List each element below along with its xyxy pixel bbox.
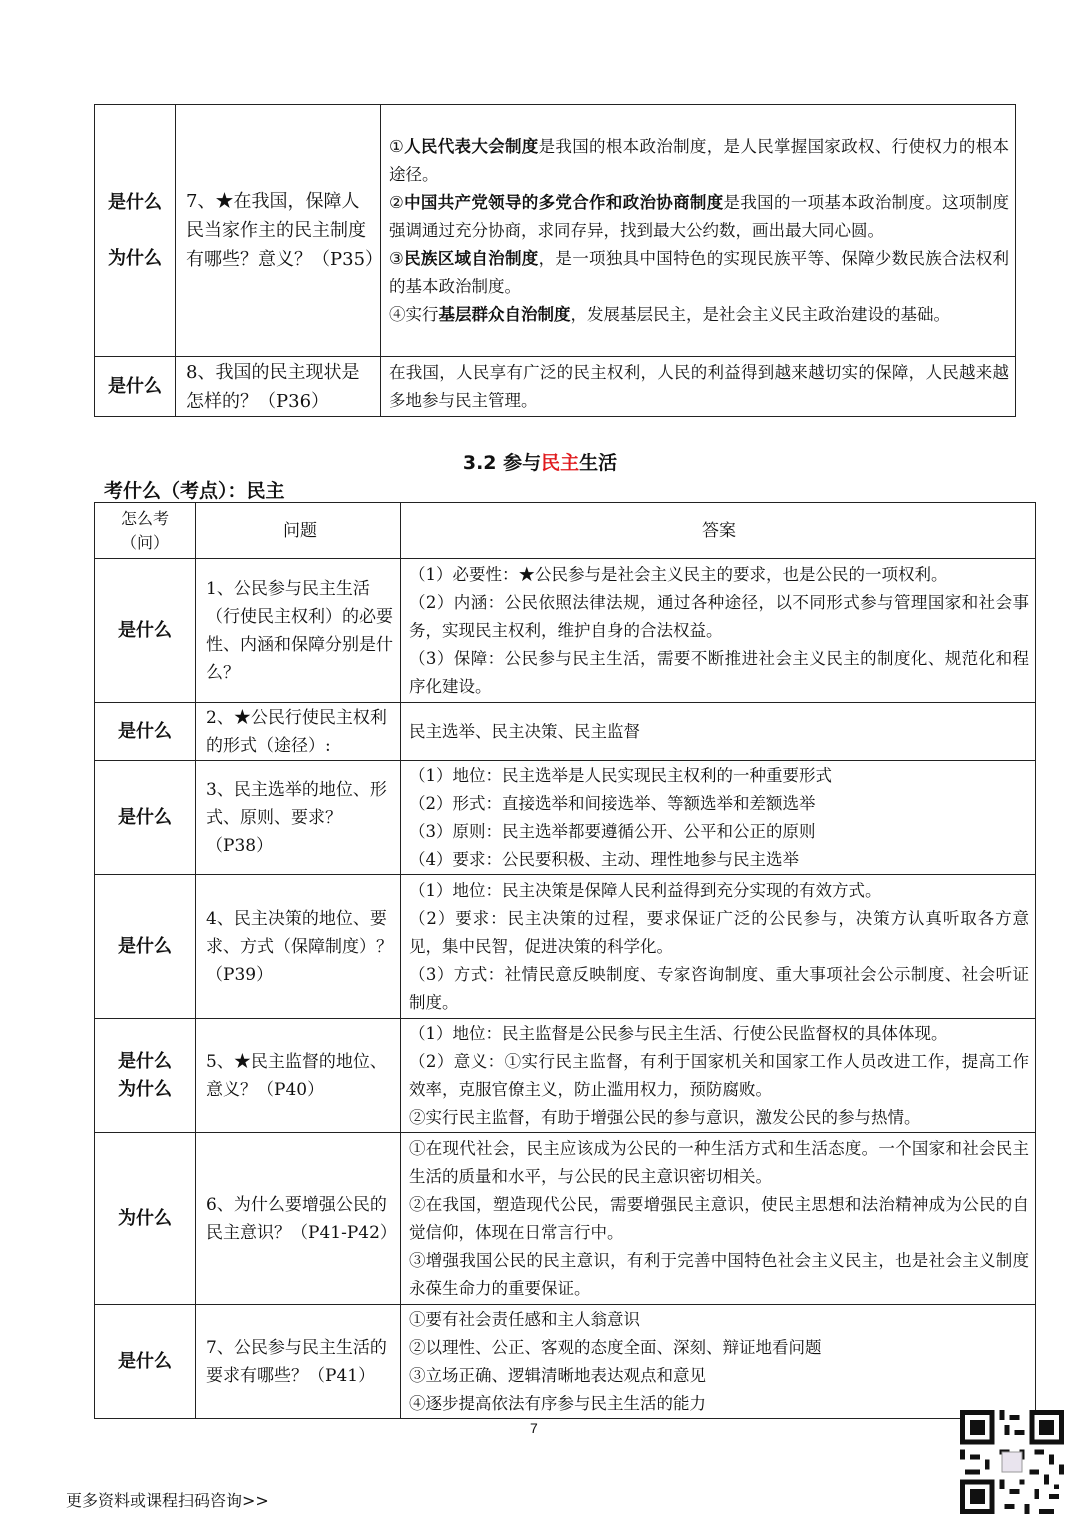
type-label: 是什么 bbox=[118, 720, 172, 742]
section-subtitle: 考什么（考点）：民主 bbox=[104, 480, 285, 502]
header-col-question: 问题 bbox=[196, 503, 401, 559]
answer-line: （1）地位：民主选举是人民实现民主权利的一种重要形式 bbox=[409, 765, 832, 785]
type-label: 是什么 bbox=[108, 375, 162, 397]
answer-line: ②中国共产党领导的多党合作和政治协商制度是我国的一项基本政治制度。这项制度强调通过充分协商，求同存异，找到最大公约数，画出最大同心圆。 bbox=[389, 192, 1010, 240]
answer-line: ①人民代表大会制度是我国的根本政治制度，是人民掌握国家政权、行使权力的根本途径。 bbox=[389, 136, 1010, 184]
question-cell: 1、公民参与民主生活（行使民主权利）的必要性、内涵和保障分别是什么？ bbox=[196, 559, 401, 703]
question-cell: 4、民主决策的地位、要求、方式（保障制度）？（P39） bbox=[196, 875, 401, 1019]
answer-line: （2）内涵：公民依照法律法规，通过各种途径，以不同形式参与管理国家和社会事务，实现民主权利，维护自身的合法权益。 bbox=[409, 592, 1029, 640]
table-row bbox=[95, 105, 1016, 357]
table-row bbox=[95, 761, 1036, 875]
answer-line: （1）地位：民主监督是公民参与民主生活、行使公民监督权的具体体现。 bbox=[409, 1023, 948, 1043]
page-number: 7 bbox=[530, 1420, 538, 1436]
type-label: 为什么 bbox=[118, 1207, 172, 1229]
answer-line: （4）要求：公民要积极、主动、理性地参与民主选举 bbox=[409, 849, 799, 869]
type-label: 是什么 bbox=[118, 1350, 172, 1372]
type-label: 是什么 bbox=[118, 935, 172, 957]
answer-line: ②在我国，塑造现代公民，需要增强民主意识，使民主思想和法治精神成为公民的自觉信仰，体现在日常言行中。 bbox=[409, 1194, 1029, 1242]
table-row bbox=[95, 1305, 1036, 1419]
type-label: 是什么 bbox=[118, 619, 172, 641]
answer-line: ②以理性、公正、客观的态度全面、深刻、辩证地看问题 bbox=[409, 1337, 822, 1357]
table-continued bbox=[94, 104, 1016, 417]
type-label: 为什么 bbox=[108, 247, 162, 269]
question-cell: 3、民主选举的地位、形式、原则、要求？（P38） bbox=[196, 761, 401, 875]
answer-cell bbox=[381, 105, 1016, 357]
answer-line: ④实行基层群众自治制度，发展基层民主，是社会主义民主政治建设的基础。 bbox=[389, 304, 950, 324]
question-cell: 6、为什么要增强公民的民主意识？（P41-P42） bbox=[196, 1133, 401, 1305]
answer-line: ③增强我国公民的民主意识，有利于完善中国特色社会主义民主，也是社会主义制度永葆生命力的重要保证。 bbox=[409, 1250, 1029, 1298]
table-row bbox=[95, 357, 1016, 417]
answer-line: ①要有社会责任感和主人翁意识 bbox=[409, 1309, 640, 1329]
answer-cell bbox=[401, 1305, 1036, 1419]
table-header bbox=[95, 503, 1036, 559]
table-row bbox=[95, 1019, 1036, 1133]
answer-line: ③立场正确、逻辑清晰地表达观点和意见 bbox=[409, 1365, 706, 1385]
header-col-answer: 答案 bbox=[401, 503, 1036, 559]
type-label: 是什么 bbox=[108, 191, 162, 213]
answer-line: （3）原则：民主选举都要遵循公开、公平和公正的原则 bbox=[409, 821, 816, 841]
answer-line: （2）形式：直接选举和间接选举、等额选举和差额选举 bbox=[409, 793, 816, 813]
answer-cell bbox=[401, 559, 1036, 703]
table-row bbox=[95, 1133, 1036, 1305]
answer-line: （3）保障：公民参与民主生活，需要不断推进社会主义民主的制度化、规范化和程序化建设。 bbox=[409, 648, 1029, 696]
row-type bbox=[95, 761, 196, 875]
answer-line: （1）必要性：★公民参与是社会主义民主的要求，也是公民的一项权利。 bbox=[409, 564, 948, 584]
answer-line: ①在现代社会，民主应该成为公民的一种生活方式和生活态度。一个国家和社会民主生活的质量和水平，与公民的民主意识密切相关。 bbox=[409, 1138, 1029, 1186]
qa-table bbox=[94, 502, 1036, 1419]
answer-line: ②实行民主监督，有助于增强公民的参与意识，激发公民的参与热情。 bbox=[409, 1107, 921, 1127]
answer-line: ④逐步提高依法有序参与民主生活的能力 bbox=[409, 1393, 706, 1413]
table-row bbox=[95, 875, 1036, 1019]
answer-line: （1）地位：民主决策是保障人民利益得到充分实现的有效方式。 bbox=[409, 880, 882, 900]
answer-cell bbox=[401, 1019, 1036, 1133]
answer-cell bbox=[401, 875, 1036, 1019]
row-type bbox=[95, 357, 176, 417]
row-type bbox=[95, 1019, 196, 1133]
row-type bbox=[95, 105, 176, 357]
title-highlight: 民主 bbox=[541, 452, 580, 474]
qr-code-icon[interactable] bbox=[960, 1410, 1064, 1514]
question-cell: 7、★在我国，保障人民当家作主的民主制度有哪些？意义？（P35） bbox=[176, 105, 381, 357]
question-cell: 2、★公民行使民主权利的形式（途径）: bbox=[196, 703, 401, 761]
row-type bbox=[95, 1133, 196, 1305]
type-label: 是什么 bbox=[118, 1050, 172, 1072]
answer-line: （2）意义：①实行民主监督，有利于国家机关和国家工作人员改进工作，提高工作效率，克服官僚主义，防止滥用权力，预防腐败。 bbox=[409, 1051, 1029, 1099]
question-cell: 5、★民主监督的地位、意义？（P40） bbox=[196, 1019, 401, 1133]
answer-line: （3）方式：社情民意反映制度、专家咨询制度、重大事项社会公示制度、社会听证制度。 bbox=[409, 964, 1029, 1012]
row-type bbox=[95, 703, 196, 761]
table-row bbox=[95, 559, 1036, 703]
type-label: 是什么 bbox=[118, 806, 172, 828]
answer-cell bbox=[401, 703, 1036, 761]
answer-cell bbox=[401, 761, 1036, 875]
answer-line: ③民族区域自治制度，是一项独具中国特色的实现民族平等、保障少数民族合法权利的基本政治制度。 bbox=[389, 248, 1010, 296]
answer-line: 在我国，人民享有广泛的民主权利，人民的利益得到越来越切实的保障，人民越来越多地参与民主管理。 bbox=[389, 362, 1009, 410]
row-type bbox=[95, 559, 196, 703]
answer-cell bbox=[401, 1133, 1036, 1305]
answer-line: （2）要求：民主决策的过程，要求保证广泛的公民参与，决策方认真听取各方意见，集中民智，促进决策的科学化。 bbox=[409, 908, 1029, 956]
header-col-type: 怎么考（问） bbox=[95, 503, 196, 559]
answer-cell bbox=[381, 357, 1016, 417]
row-type bbox=[95, 1305, 196, 1419]
row-type bbox=[95, 875, 196, 1019]
question-cell: 8、我国的民主现状是怎样的？（P36） bbox=[176, 357, 381, 417]
type-label: 为什么 bbox=[118, 1078, 172, 1100]
table-row bbox=[95, 703, 1036, 761]
question-cell: 7、公民参与民主生活的要求有哪些？（P41） bbox=[196, 1305, 401, 1419]
footer-text: 更多资料或课程扫码咨询>> bbox=[66, 1491, 269, 1510]
section-title: 3.2 参与民主生活 bbox=[462, 452, 618, 474]
answer-line: 民主选举、民主决策、民主监督 bbox=[409, 721, 640, 741]
